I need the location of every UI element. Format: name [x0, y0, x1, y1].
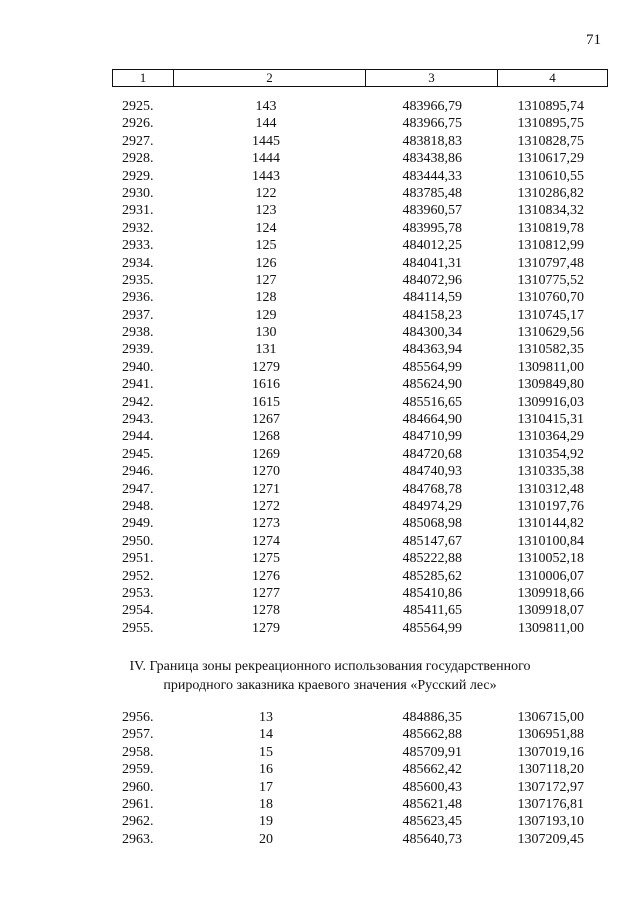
coordinate-y: 1310629,56 [517, 325, 584, 341]
table-row [0, 359, 640, 376]
point-id: 16 [259, 762, 273, 778]
row-number: 2951. [122, 551, 154, 567]
point-id: 1615 [252, 394, 280, 410]
row-number: 2952. [122, 568, 154, 584]
row-number: 2930. [122, 185, 154, 201]
coordinate-x: 483818,83 [402, 133, 462, 149]
point-id: 19 [259, 814, 273, 830]
point-id: 1271 [252, 481, 280, 497]
table-row [0, 255, 640, 272]
coordinate-x: 485623,45 [402, 814, 462, 830]
table-row [0, 515, 640, 532]
point-id: 128 [255, 290, 277, 306]
table-row [0, 550, 640, 567]
coordinate-y: 1310775,52 [517, 272, 584, 288]
coordinate-y: 1310617,29 [517, 151, 584, 167]
table-row [0, 498, 640, 515]
coordinate-y: 1309918,66 [517, 585, 584, 601]
row-number: 2932. [122, 220, 154, 236]
table-row [0, 709, 640, 726]
coordinate-x: 485147,67 [402, 533, 462, 549]
point-id: 143 [255, 99, 277, 114]
table-row [0, 779, 640, 796]
row-number: 2954. [122, 603, 154, 619]
section-title [60, 657, 600, 695]
coordinates-table-top [0, 98, 640, 637]
header-cell-4: 4 [549, 70, 556, 85]
coordinate-y: 1310286,82 [517, 185, 584, 201]
point-id: 1275 [252, 551, 280, 567]
table-row [0, 481, 640, 498]
coordinate-y: 1307019,16 [517, 744, 584, 760]
coordinate-y: 1310364,29 [517, 429, 584, 445]
coordinate-y: 1309811,00 [518, 359, 584, 375]
table-row [0, 220, 640, 237]
point-id: 1616 [252, 377, 280, 393]
row-number: 2939. [122, 342, 154, 358]
coordinate-y: 1310760,70 [517, 290, 584, 306]
row-number: 2940. [122, 359, 154, 375]
coordinate-y: 1310819,78 [517, 220, 584, 236]
point-id: 20 [259, 831, 273, 847]
point-id: 1279 [252, 359, 280, 375]
table-row [0, 813, 640, 830]
coordinate-y: 1307172,97 [517, 779, 584, 795]
point-id: 1277 [252, 585, 280, 601]
table-row [0, 324, 640, 341]
point-id: 1273 [252, 516, 280, 532]
point-id: 1274 [252, 533, 280, 549]
coordinate-x: 485709,91 [402, 744, 462, 760]
table-row [0, 744, 640, 761]
coordinate-x: 483960,57 [402, 203, 462, 219]
point-id: 124 [255, 220, 277, 236]
coordinate-x: 484041,31 [402, 255, 462, 271]
table-row [0, 446, 640, 463]
header-cell-1: 1 [113, 70, 174, 86]
row-number: 2945. [122, 446, 154, 462]
row-number: 2955. [122, 620, 154, 636]
table-row [0, 726, 640, 743]
section-title-line-1: IV. Граница зоны рекреационного использования государственного [129, 659, 531, 674]
row-number: 2958. [122, 744, 154, 760]
coordinate-y: 1307176,81 [517, 796, 584, 812]
coordinate-x: 484072,96 [402, 272, 462, 288]
coordinate-y: 1306715,00 [517, 710, 584, 725]
table-row [0, 394, 640, 411]
table-row [0, 185, 640, 202]
table-row [0, 428, 640, 445]
row-number: 2926. [122, 116, 154, 132]
table-row [0, 831, 640, 848]
point-id: 1268 [252, 429, 280, 445]
point-id: 1444 [252, 151, 280, 167]
coordinate-y: 1310812,99 [517, 238, 584, 254]
point-id: 17 [259, 779, 273, 795]
point-id: 1269 [252, 446, 280, 462]
coordinate-y: 1309849,80 [517, 377, 584, 393]
point-id: 1443 [252, 168, 280, 184]
point-id: 18 [259, 796, 273, 812]
coordinate-y: 1310745,17 [517, 307, 584, 323]
row-number: 2960. [122, 779, 154, 795]
table-row [0, 602, 640, 619]
row-number: 2957. [122, 727, 154, 743]
coordinate-x: 484740,93 [402, 464, 462, 480]
coordinate-x: 483438,86 [402, 151, 462, 167]
row-number: 2950. [122, 533, 154, 549]
coordinate-y: 1310895,74 [517, 99, 584, 114]
header-cell-2: 2 [174, 70, 366, 86]
point-id: 1272 [252, 498, 280, 514]
coordinate-x: 484710,99 [402, 429, 462, 445]
coordinate-x: 485600,43 [402, 779, 462, 795]
row-number: 2944. [122, 429, 154, 445]
table-row [0, 620, 640, 637]
coordinate-y: 1310312,48 [517, 481, 584, 497]
row-number: 2938. [122, 325, 154, 341]
coordinate-x: 484158,23 [402, 307, 462, 323]
table-row [0, 761, 640, 778]
table-row [0, 289, 640, 306]
coordinate-y: 1310582,35 [517, 342, 584, 358]
coordinate-x: 485662,88 [402, 727, 462, 743]
coordinate-x: 485222,88 [402, 551, 462, 567]
table-row [0, 463, 640, 480]
coordinate-y: 1310834,32 [517, 203, 584, 219]
row-number: 2929. [122, 168, 154, 184]
row-number: 2933. [122, 238, 154, 254]
coordinate-x: 484720,68 [402, 446, 462, 462]
row-number: 2959. [122, 762, 154, 778]
coordinate-x: 483444,33 [402, 168, 462, 184]
coordinate-x: 485624,90 [402, 377, 462, 393]
table-row [0, 150, 640, 167]
coordinate-y: 1310895,75 [517, 116, 584, 132]
coordinate-x: 484974,29 [402, 498, 462, 514]
table-row [0, 568, 640, 585]
row-number: 2956. [122, 710, 154, 725]
point-id: 1270 [252, 464, 280, 480]
row-number: 2935. [122, 272, 154, 288]
point-id: 129 [255, 307, 277, 323]
point-id: 1445 [252, 133, 280, 149]
point-id: 144 [255, 116, 277, 132]
table-header [112, 69, 608, 87]
coordinate-x: 485564,99 [402, 359, 462, 375]
coordinate-x: 485411,65 [403, 603, 462, 619]
table-row [0, 237, 640, 254]
coordinate-x: 483785,48 [402, 185, 462, 201]
coordinate-y: 1310354,92 [517, 446, 584, 462]
table-row [0, 411, 640, 428]
coordinate-y: 1310797,48 [517, 255, 584, 271]
coordinate-y: 1307193,10 [517, 814, 584, 830]
row-number: 2946. [122, 464, 154, 480]
row-number: 2961. [122, 796, 154, 812]
coordinate-y: 1310610,55 [517, 168, 584, 184]
coordinate-y: 1310197,76 [517, 498, 584, 514]
coordinate-x: 484012,25 [402, 238, 462, 254]
table-row [0, 307, 640, 324]
coordinate-x: 484114,59 [403, 290, 462, 306]
coordinate-x: 485285,62 [402, 568, 462, 584]
point-id: 1279 [252, 620, 280, 636]
point-id: 126 [255, 255, 277, 271]
table-row [0, 202, 640, 219]
point-id: 122 [255, 185, 277, 201]
row-number: 2943. [122, 412, 154, 428]
coordinate-y: 1307209,45 [517, 831, 584, 847]
coordinate-y: 1310828,75 [517, 133, 584, 149]
row-number: 2947. [122, 481, 154, 497]
table-row [0, 168, 640, 185]
table-row [0, 585, 640, 602]
section-title-line-2: природного заказника краевого значения «Русский лес» [163, 678, 497, 693]
coordinate-x: 485662,42 [402, 762, 462, 778]
row-number: 2927. [122, 133, 154, 149]
coordinate-y: 1309916,03 [517, 394, 584, 410]
coordinate-x: 484768,78 [402, 481, 462, 497]
point-id: 131 [255, 342, 277, 358]
coordinate-y: 1310100,84 [517, 533, 584, 549]
coordinate-y: 1310052,18 [517, 551, 584, 567]
point-id: 14 [259, 727, 273, 743]
table-row [0, 376, 640, 393]
table-row [0, 341, 640, 358]
page-number: 71 [586, 32, 601, 48]
row-number: 2941. [122, 377, 154, 393]
coordinates-table-bottom [0, 709, 640, 848]
table-row [0, 272, 640, 289]
coordinate-y: 1310415,31 [517, 412, 584, 428]
coordinate-x: 485564,99 [402, 620, 462, 636]
table-row [0, 98, 640, 115]
coordinate-x: 485410,86 [402, 585, 462, 601]
row-number: 2963. [122, 831, 154, 847]
coordinate-x: 485068,98 [402, 516, 462, 532]
header-cell-3: 3 [366, 70, 498, 86]
coordinate-y: 1307118,20 [518, 762, 584, 778]
coordinate-y: 1306951,88 [517, 727, 584, 743]
coordinate-x: 485516,65 [402, 394, 462, 410]
row-number: 2928. [122, 151, 154, 167]
table-row [0, 115, 640, 132]
coordinate-x: 483966,75 [402, 116, 462, 132]
row-number: 2936. [122, 290, 154, 306]
coordinate-y: 1309918,07 [517, 603, 584, 619]
row-number: 2962. [122, 814, 154, 830]
point-id: 15 [259, 744, 273, 760]
table-row [0, 133, 640, 150]
coordinate-x: 483966,79 [402, 99, 462, 114]
coordinate-x: 485621,48 [402, 796, 462, 812]
row-number: 2948. [122, 498, 154, 514]
point-id: 1276 [252, 568, 280, 584]
table-row [0, 533, 640, 550]
point-id: 125 [255, 238, 277, 254]
row-number: 2934. [122, 255, 154, 271]
point-id: 123 [255, 203, 277, 219]
point-id: 13 [259, 710, 273, 725]
point-id: 130 [255, 325, 277, 341]
coordinate-x: 484886,35 [402, 710, 462, 725]
table-row [0, 796, 640, 813]
coordinate-x: 485640,73 [402, 831, 462, 847]
point-id: 127 [255, 272, 277, 288]
coordinate-x: 484300,34 [402, 325, 462, 341]
point-id: 1267 [252, 412, 280, 428]
coordinate-x: 484664,90 [402, 412, 462, 428]
coordinate-y: 1309811,00 [518, 620, 584, 636]
row-number: 2942. [122, 394, 154, 410]
point-id: 1278 [252, 603, 280, 619]
row-number: 2925. [122, 99, 154, 114]
row-number: 2953. [122, 585, 154, 601]
coordinate-x: 484363,94 [402, 342, 462, 358]
row-number: 2931. [122, 203, 154, 219]
row-number: 2949. [122, 516, 154, 532]
coordinate-y: 1310006,07 [517, 568, 584, 584]
coordinate-x: 483995,78 [402, 220, 462, 236]
row-number: 2937. [122, 307, 154, 323]
coordinate-y: 1310335,38 [517, 464, 584, 480]
coordinate-y: 1310144,82 [517, 516, 584, 532]
